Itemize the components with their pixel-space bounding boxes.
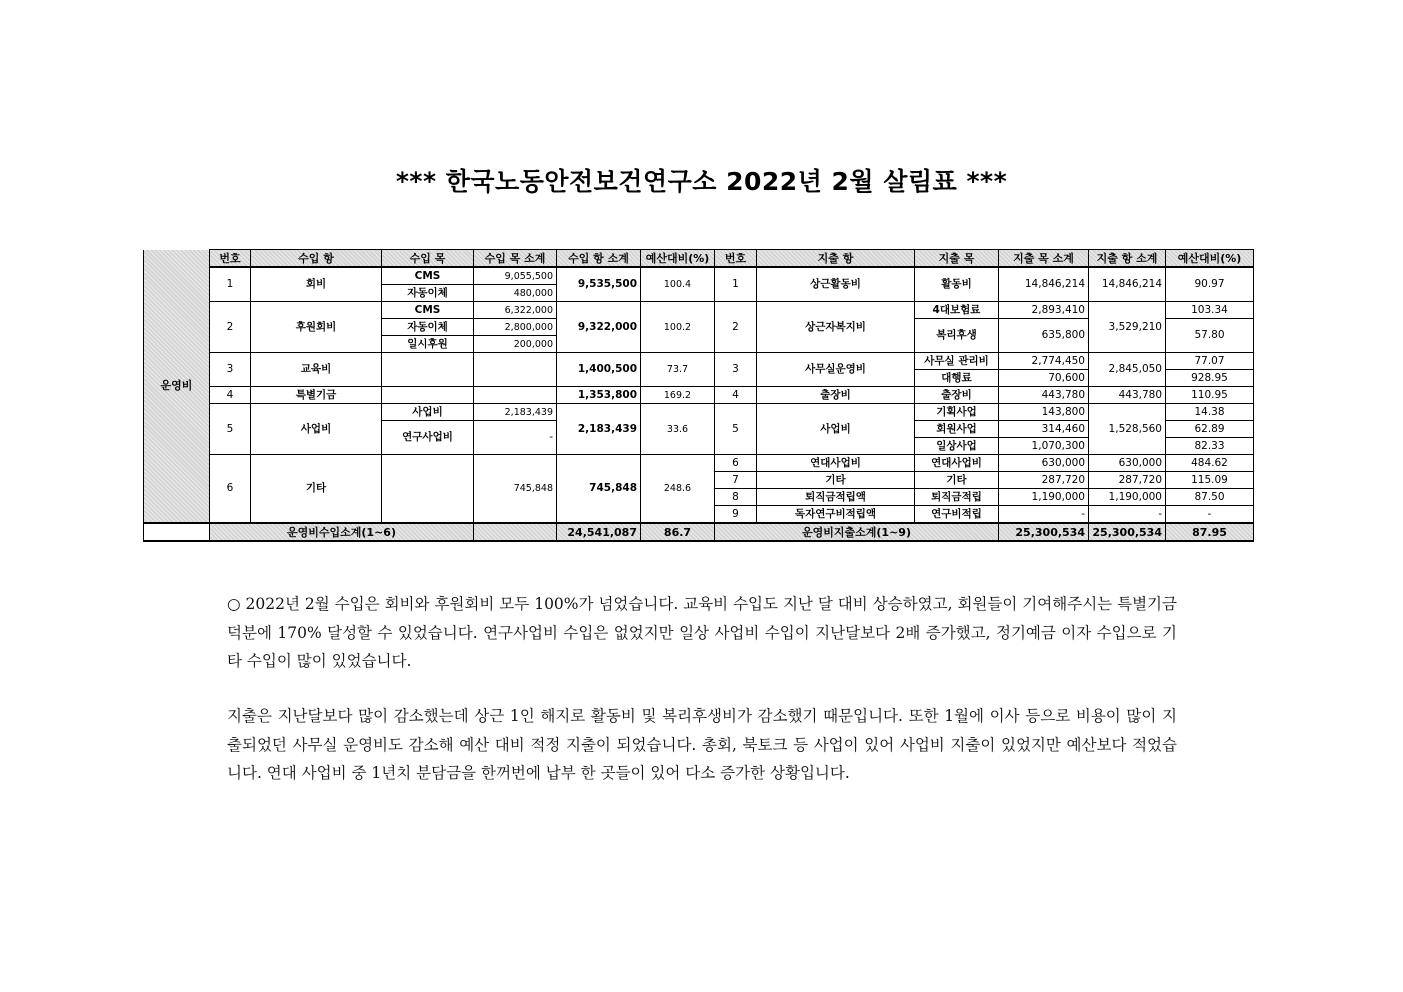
expense-item: 사무실운영비 [757,353,915,387]
expense-sub-name: 출장비 [915,387,999,404]
expense-ratio: 103.34 [1166,302,1254,319]
expense-sub-amount: 287,720 [999,472,1089,489]
table-row [144,455,1254,472]
income-no: 2 [210,302,251,353]
income-total: 745,848 [557,455,641,524]
income-total-label: 운영비수입소계(1~6) [210,523,474,541]
expense-total: 630,000 [1089,455,1166,472]
income-sub-amount [474,353,557,387]
expense-no: 1 [715,267,757,302]
budget-ledger-table [143,249,1254,542]
income-sub-name: CMS [382,267,474,285]
income-sub-amount: 2,800,000 [474,319,557,336]
header-cell: 수입 항 소계 [557,250,641,268]
expense-grand-sub-total: 25,300,534 [999,523,1089,541]
income-sub-amount: 200,000 [474,336,557,353]
income-total: 9,535,500 [557,267,641,302]
expense-ratio: 62.89 [1166,421,1254,438]
header-cell: 지출 항 [757,250,915,268]
expense-ratio: 115.09 [1166,472,1254,489]
expense-sub-amount: 143,800 [999,404,1089,421]
income-sub-name: 일시후원 [382,336,474,353]
expense-no: 7 [715,472,757,489]
header-cell: 예산대비(%) [641,250,715,268]
expense-sub-name: 대행료 [915,370,999,387]
expense-sub-amount: 635,800 [999,319,1089,353]
income-sub-amount: 745,848 [474,455,557,524]
expense-ratio: 14.38 [1166,404,1254,421]
summary-text-expense: 지출은 지난달보다 많이 감소했는데 상근 1인 해지로 활동비 및 복리후생비가 감소했기 때문입니다. 또한 1월에 이사 등으로 비용이 많이 지출되었던 사무실 운영비도 감소해 예산 대비 적정 지출이 되었습니다. 총회, 북토크 등 사업이 있어 사업비 지출이 있었지만 예산보다 적었습니다. 연대 사업비 중 1년치 분담금을 한꺼번에 납부 한 곳들이 있어 다소 증가한 상황입니다. [227,707,1177,782]
expense-total: 443,780 [1089,387,1166,404]
expense-sub-amount: 14,846,214 [999,267,1089,302]
income-item: 기타 [251,455,382,524]
expense-total: - [1089,506,1166,524]
expense-sub-amount: 2,774,450 [999,353,1089,370]
income-sub-name [382,387,474,404]
expense-ratio: 90.97 [1166,267,1254,302]
table-row [144,404,1254,421]
expense-sub-amount: 630,000 [999,455,1089,472]
table-row [144,353,1254,370]
expense-item: 출장비 [757,387,915,404]
income-sub-name: 자동이체 [382,285,474,302]
header-cell: 수입 목 [382,250,474,268]
expense-sub-amount: 314,460 [999,421,1089,438]
income-grand-total: 24,541,087 [557,523,641,541]
income-total: 1,353,800 [557,387,641,404]
income-item: 회비 [251,267,382,302]
income-total: 2,183,439 [557,404,641,455]
expense-no: 5 [715,404,757,455]
income-no: 3 [210,353,251,387]
header-cell: 지출 목 [915,250,999,268]
income-ratio: 169.2 [641,387,715,404]
expense-item: 독자연구비적립액 [757,506,915,524]
header-cell: 지출 목 소계 [999,250,1089,268]
expense-sub-amount: 1,190,000 [999,489,1089,506]
income-sub-amount: 2,183,439 [474,404,557,421]
bullet-circle-icon: ○ [227,595,241,613]
income-total: 1,400,500 [557,353,641,387]
expense-ratio: 77.07 [1166,353,1254,370]
expense-sub-name: 연구비적립 [915,506,999,524]
expense-item: 사업비 [757,404,915,455]
income-ratio: 33.6 [641,404,715,455]
expense-ratio: 484.62 [1166,455,1254,472]
income-sub-name: 사업비 [382,404,474,421]
expense-no: 8 [715,489,757,506]
expense-grand-total: 25,300,534 [1089,523,1166,541]
income-item: 사업비 [251,404,382,455]
expense-sub-amount: 443,780 [999,387,1089,404]
income-sub-name [382,353,474,387]
table-row [144,267,1254,285]
page-title: *** 한국노동안전보건연구소 2022년 2월 살림표 *** [395,167,1008,196]
income-sub-amount: 480,000 [474,285,557,302]
summary-text-income: 2022년 2월 수입은 회비와 후원회비 모두 100%가 넘었습니다. 교육비 수입도 지난 달 대비 상승하였고, 회원들이 기여해주시는 특별기금 덕분에 170% 달성할 수 있었습니다. 연구사업비 수입은 없었지만 일상 사업비 수입이 지난달보다 2배 증가했고, 정기예금 이자 수입으로 기타 수입이 많이 있었습니다. [227,595,1177,670]
header-cell: 지출 항 소계 [1089,250,1166,268]
income-no: 4 [210,387,251,404]
expense-no: 4 [715,387,757,404]
expense-total-label: 운영비지출소계(1~9) [715,523,999,541]
header-cell: 번호 [715,250,757,268]
expense-total: 287,720 [1089,472,1166,489]
expense-sub-amount: 1,070,300 [999,438,1089,455]
income-item: 특별기금 [251,387,382,404]
expense-sub-name: 사무실 관리비 [915,353,999,370]
summary-paragraph-expense [227,702,1177,788]
expense-sub-name: 회원사업 [915,421,999,438]
expense-sub-name: 복리후생 [915,319,999,353]
income-sub-amount: 9,055,500 [474,267,557,285]
income-sub-name [382,455,474,524]
expense-sub-name: 4대보험료 [915,302,999,319]
table-header-row [144,250,1254,268]
income-item: 교육비 [251,353,382,387]
expense-sub-amount: 70,600 [999,370,1089,387]
header-cell: 예산대비(%) [1166,250,1254,268]
expense-total: 1,528,560 [1089,404,1166,455]
income-ratio: 100.4 [641,267,715,302]
income-sub-name: 자동이체 [382,319,474,336]
table-row [144,387,1254,404]
total-row [144,523,1254,541]
expense-sub-name: 활동비 [915,267,999,302]
expense-item: 상근자복지비 [757,302,915,353]
income-grand-ratio: 86.7 [641,523,715,541]
table-row [144,302,1254,319]
expense-sub-amount: - [999,506,1089,524]
income-ratio: 248.6 [641,455,715,524]
expense-sub-amount: 2,893,410 [999,302,1089,319]
expense-item: 연대사업비 [757,455,915,472]
expense-sub-name: 연대사업비 [915,455,999,472]
expense-ratio: - [1166,506,1254,524]
category-cell: 운영비 [144,250,210,524]
expense-ratio: 928.95 [1166,370,1254,387]
expense-sub-name: 일상사업 [915,438,999,455]
income-sub-amount: - [474,421,557,455]
income-sub-amount [474,387,557,404]
summary-paragraph-income [227,590,1177,676]
expense-item: 상근활동비 [757,267,915,302]
expense-item: 기타 [757,472,915,489]
expense-sub-name: 기획사업 [915,404,999,421]
income-total: 9,322,000 [557,302,641,353]
expense-ratio: 87.50 [1166,489,1254,506]
header-cell: 번호 [210,250,251,268]
expense-no: 3 [715,353,757,387]
income-sub-name: 연구사업비 [382,421,474,455]
expense-no: 9 [715,506,757,524]
income-no: 5 [210,404,251,455]
expense-no: 6 [715,455,757,472]
expense-total: 14,846,214 [1089,267,1166,302]
expense-item: 퇴직금적립액 [757,489,915,506]
header-cell: 수입 항 [251,250,382,268]
income-ratio: 100.2 [641,302,715,353]
expense-ratio: 110.95 [1166,387,1254,404]
expense-total: 3,529,210 [1089,302,1166,353]
expense-sub-name: 퇴직금적립 [915,489,999,506]
income-ratio: 73.7 [641,353,715,387]
income-sub-amount: 6,322,000 [474,302,557,319]
header-cell: 수입 목 소계 [474,250,557,268]
income-no: 1 [210,267,251,302]
expense-ratio: 82.33 [1166,438,1254,455]
expense-ratio: 57.80 [1166,319,1254,353]
expense-sub-name: 기타 [915,472,999,489]
income-sub-name: CMS [382,302,474,319]
expense-total: 2,845,050 [1089,353,1166,387]
income-total-blank [474,523,557,541]
expense-grand-ratio: 87.95 [1166,523,1254,541]
total-category-cell [144,523,210,541]
income-no: 6 [210,455,251,524]
income-item: 후원회비 [251,302,382,353]
expense-no: 2 [715,302,757,353]
expense-total: 1,190,000 [1089,489,1166,506]
